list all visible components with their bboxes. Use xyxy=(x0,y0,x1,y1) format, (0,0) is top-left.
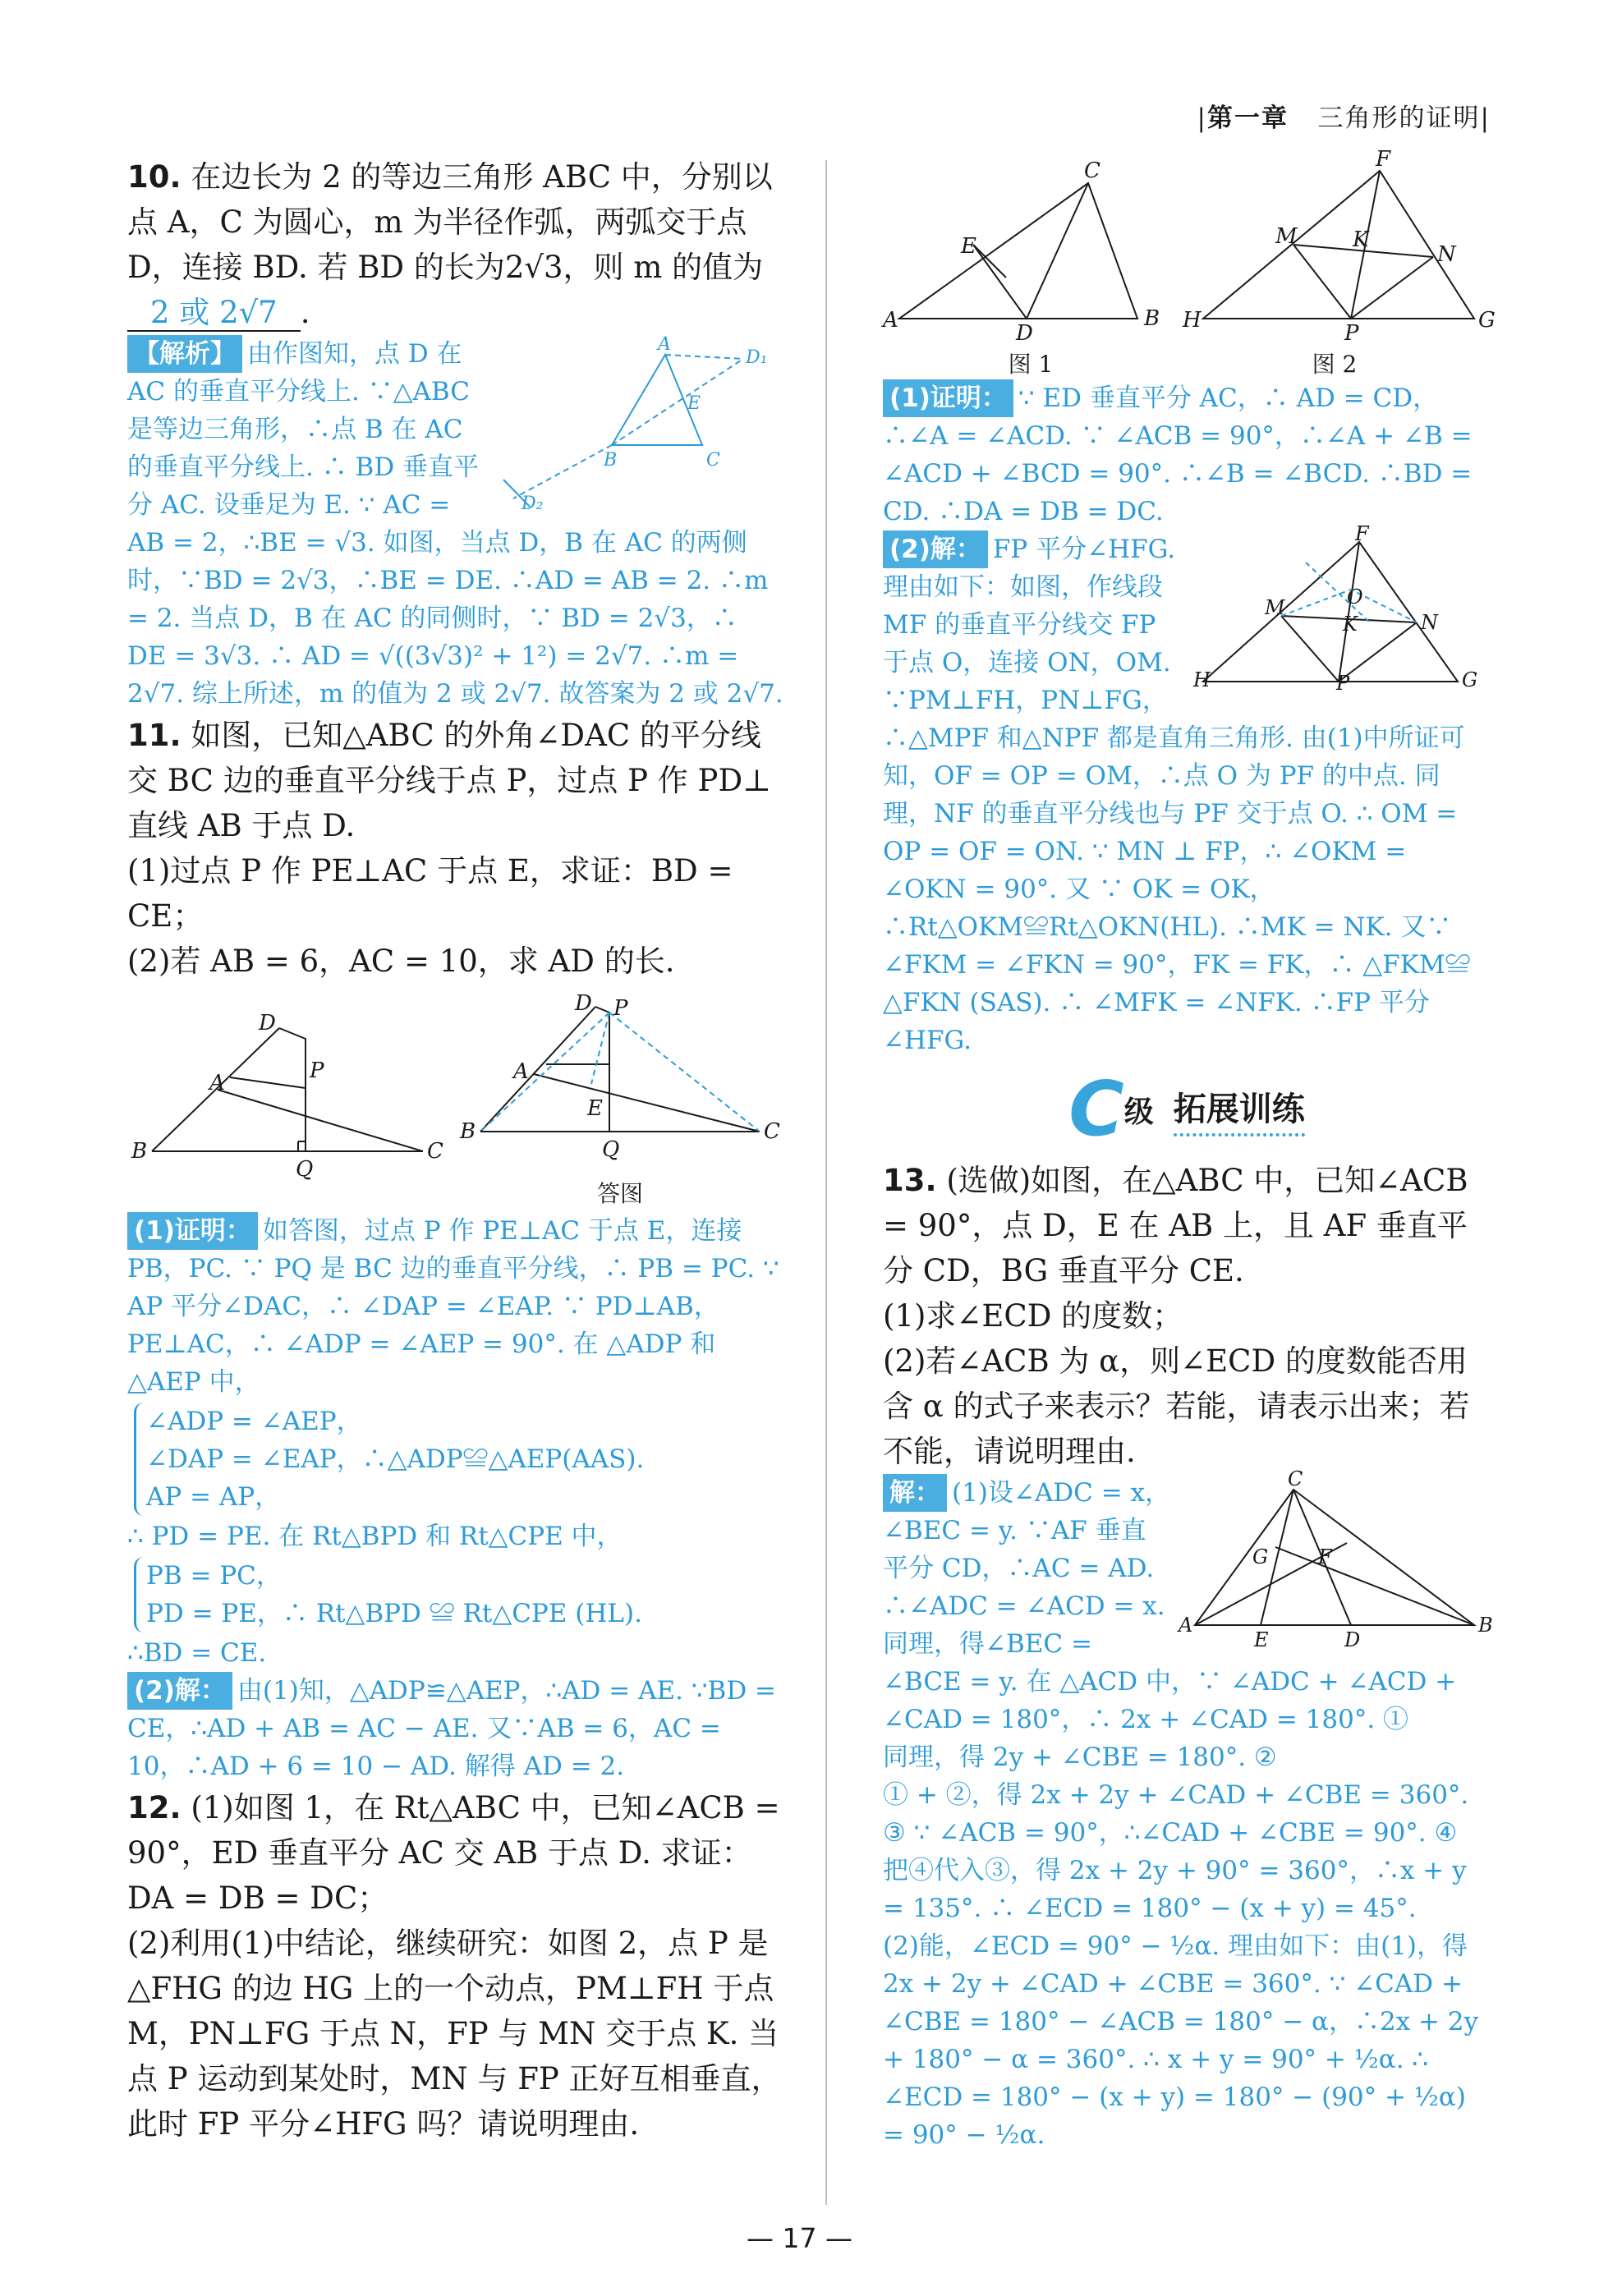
analysis-tag: 【解析】 xyxy=(127,335,242,373)
svg-text:N: N xyxy=(1421,611,1438,634)
proof-tag: (1)证明： xyxy=(883,379,1013,417)
left-column xyxy=(127,154,784,2147)
svg-text:B: B xyxy=(604,450,618,471)
question-text: 在边长为 2 的等边三角形 ABC 中，分别以点 A，C 为圆心，m 为半径作弧，两弧交于点 D，连接 BD. 若 BD 的长为2√3，则 m 的值为 xyxy=(127,159,773,285)
svg-text:K: K xyxy=(1343,613,1358,636)
q11-solution xyxy=(127,1212,784,1785)
solution-text: 由(1)知，△ADP≌△AEP，∴AD = AE. ∵BD = CE，∴AD + AB = AC − AE. 又∵AB = 6，AC = 10，∴AD + 6 = 10 − AD. 解得 AD = 2. xyxy=(127,1676,777,1781)
svg-text:A: A xyxy=(883,308,898,333)
figure-1-caption: 图 1 xyxy=(1008,351,1054,378)
svg-text:D: D xyxy=(1016,321,1033,346)
section-title: 拓展训练 xyxy=(1174,1083,1305,1137)
question-12 xyxy=(127,1785,784,2147)
svg-text:C: C xyxy=(1288,1467,1303,1490)
answer-blank: 2 或 2√7 xyxy=(127,295,301,332)
q11-part-2: (2)若 AB = 6，AC = 10，求 AD 的长. xyxy=(127,944,675,979)
q11-part-1: (1)过点 P 作 PE⊥AC 于点 E，求证：BD = CE； xyxy=(127,853,733,934)
chapter-title: 三角形的证明 xyxy=(1317,103,1481,133)
svg-text:M: M xyxy=(1275,224,1298,249)
svg-text:F: F xyxy=(1355,522,1369,545)
svg-text:A: A xyxy=(1179,1614,1193,1637)
brace-line: ∠ADP = ∠AEP， xyxy=(146,1407,362,1436)
svg-text:E: E xyxy=(1254,1628,1269,1651)
svg-text:F: F xyxy=(1376,147,1391,172)
svg-text:A: A xyxy=(209,1071,225,1095)
proof-tag: (1)证明： xyxy=(127,1212,258,1250)
question-number: 13. xyxy=(883,1163,937,1198)
q11-figure xyxy=(127,1012,456,1209)
svg-text:A: A xyxy=(658,334,671,355)
q12-figure-2 xyxy=(1179,147,1496,346)
svg-text:C: C xyxy=(764,1119,780,1144)
svg-text:E: E xyxy=(687,393,701,414)
svg-text:O: O xyxy=(1347,585,1363,608)
q13-solution xyxy=(883,1467,1493,2154)
svg-text:D: D xyxy=(575,991,592,1016)
brace-group xyxy=(134,1557,784,1632)
svg-text:F: F xyxy=(1318,1545,1332,1568)
figure-2-caption: 图 2 xyxy=(1312,351,1358,378)
svg-text:C: C xyxy=(1084,158,1100,183)
svg-text:B: B xyxy=(1478,1614,1493,1637)
q11-answer-figure xyxy=(456,992,784,1209)
svg-text:G: G xyxy=(1478,308,1496,333)
q12-solution xyxy=(883,379,1491,1059)
solution-text: ∴ PD = PE. 在 Rt△BPD 和 Rt△CPE 中， xyxy=(127,1522,623,1551)
svg-text:K: K xyxy=(1353,227,1369,252)
solve-tag: (2)解： xyxy=(127,1672,232,1710)
svg-text:P: P xyxy=(1344,321,1359,346)
svg-text:M: M xyxy=(1265,596,1285,619)
running-header: |第一章 三角形的证明| xyxy=(1197,103,1491,133)
q12-figure-1 xyxy=(883,154,1179,346)
svg-text:P: P xyxy=(613,996,628,1021)
svg-text:C: C xyxy=(427,1139,443,1164)
question-tail: . xyxy=(300,295,310,330)
svg-text:Q: Q xyxy=(296,1157,314,1182)
brace-line: AP = AP， xyxy=(146,1482,281,1512)
q12-part-2: (2)利用(1)中结论，继续研究：如图 2，点 P 是△FHG 的边 HG 上的一个动点，PM⊥FH 于点 M，PN⊥FG 于点 N，FP 与 MN 交于点 K. 当点 P 运动到某处时，MN 与 FP 正好互相垂直，此时 FP 平分∠HFG 吗？请说明理由. xyxy=(127,1926,782,2142)
solution-text: ∴BD = CE. xyxy=(127,1638,267,1668)
svg-text:B: B xyxy=(1144,306,1160,331)
solution-text: (1)设∠ADC = x，∠BEC = y. ∵AF 垂直平分 CD，∴AC = AD. ∴∠ADC = ∠ACD = x. 同理，得∠BEC = ∠BCE = y. 在 △ACD 中，∵ ∠ADC + ∠ACD + ∠CAD = 180°，∴ 2x + ∠CAD = 180°. ① xyxy=(883,1478,1457,1734)
section-level: 级 xyxy=(1123,1095,1154,1129)
question-11 xyxy=(127,713,784,984)
brace-line: PD = PE，∴ Rt△BPD ≌ Rt△CPE (HL). xyxy=(146,1599,642,1628)
brace-group xyxy=(134,1403,784,1516)
question-10 xyxy=(127,154,784,335)
svg-text:C: C xyxy=(706,450,720,471)
q10-solution xyxy=(127,335,784,713)
svg-text:N: N xyxy=(1437,242,1456,267)
q11-figures xyxy=(127,992,784,1209)
svg-text:P: P xyxy=(1336,672,1350,695)
column-divider xyxy=(825,160,827,2205)
solution-text: (2)能，∠ECD = 90° − ½α. 理由如下：由(1)，得 2x + 2y + ∠CAD + ∠CBE = 360°. ∵ ∠CAD + ∠CBE = 180° − ∠ACB = 180° − α，∴2x + 2y + 180° − α = 360°. ∴ x + y = 90° + ½α. ∴ ∠ECD = 180° − (x + y) = 180° − (90° + ½α) = 90° − ½α. xyxy=(883,1931,1479,2150)
svg-text:D₂: D₂ xyxy=(522,494,544,514)
page-number: — 17 — xyxy=(747,2222,852,2254)
section-c-heading xyxy=(883,1065,1491,1153)
q12-answer-figure xyxy=(1193,522,1491,695)
question-13 xyxy=(883,1158,1491,1474)
brace-line: ∠DAP = ∠EAP，∴△ADP≌△AEP(AAS). xyxy=(146,1444,645,1474)
svg-text:G: G xyxy=(1462,668,1478,691)
solution-text: 同理，得 2y + ∠CBE = 180°. ② xyxy=(883,1743,1277,1772)
solve-tag: 解： xyxy=(883,1474,947,1512)
svg-text:B: B xyxy=(131,1139,148,1164)
q10-figure xyxy=(497,334,784,514)
svg-text:B: B xyxy=(460,1119,476,1144)
solution-text: 如答图，过点 P 作 PE⊥AC 于点 E，连接 PB，PC. ∵ PQ 是 BC 边的垂直平分线，∴ PB = PC. ∵ AP 平分∠DAC，∴ ∠DAP = ∠EAP. ∵ PD⊥AB，PE⊥AC，∴ ∠ADP = ∠AEP = 90°. 在 △ADP 和 △AEP 中， xyxy=(127,1216,779,1397)
solution-text: ① + ②，得 2x + 2y + ∠CAD + ∠CBE = 360°. ③ ∵ ∠ACB = 90°，∴∠CAD + ∠CBE = 90°. ④ 把④代入③，得 2x + 2y + 90° = 360°，∴x + y = 135°. ∴ ∠ECD = 180° − (x + y) = 45°. xyxy=(883,1780,1469,1923)
svg-text:P: P xyxy=(310,1058,324,1083)
analysis-text: 由作图知，点 D 在 AC 的垂直平分线上. ∵△ABC 是等边三角形，∴点 B 在 AC 的垂直平分线上. ∴ BD 垂直平分 AC. 设垂足为 E. ∵ AC = AB = 2，∴BE = √3. 如图，当点 D，B 在 AC 的两侧时，∵BD = 2√3，∴BE = DE. ∴AD = AB = 2. ∴m = 2. 当点 D，B 在 AC 的同侧时，∵ BD = 2√3，∴ DE = 3√3. ∴ AD = √((3√3)² + 1²) = 2√7. ∴m = 2√7. 综上所述，m 的值为 2 或 2√7. 故答案为 2 或 2√7. xyxy=(127,339,783,709)
brace-line: PB = PC， xyxy=(146,1561,282,1591)
svg-text:D₁: D₁ xyxy=(746,347,768,368)
solution-text: FP 平分∠HFG. 理由如下：如图，作线段 MF 的垂直平分线交 FP 于点 O，连接 ON，OM. ∵PM⊥FH，PN⊥FG，∴△MPF 和△NPF 都是直角三角形. 由(1)中所证可知，OF = OP = OM，∴点 O 为 PF 的中点. 同理，NF 的垂直平分线也与 PF 交于点 O. ∴ OM = OP = OF = ON. ∵ MN ⊥ FP，∴ ∠OKM = ∠OKN = 90°. 又 ∵ OK = OK，∴Rt△OKM≌Rt△OKN(HL). ∴MK = NK. 又∵ ∠FKM = ∠FKN = 90°，FK = FK，∴ △FKM≌ △FKN (SAS). ∴ ∠MFK = ∠NFK. ∴FP 平分∠HFG. xyxy=(883,535,1471,1055)
question-text: 如图，已知△ABC 的外角∠DAC 的平分线交 BC 边的垂直平分线于点 P，过点 P 作 PD⊥直线 AB 于点 D. xyxy=(127,718,771,843)
solution-text: ∵ ED 垂直平分 AC，∴ AD = CD，∴∠A = ∠ACD. ∵ ∠ACB = 90°，∴∠A + ∠B = ∠ACD + ∠BCD = 90°. ∴∠B = ∠BCD. ∴BD = CD. ∴DA = DB = DC. xyxy=(883,383,1473,526)
q12-part-1: (1)如图 1，在 Rt△ABC 中，已知∠ACB = 90°，ED 垂直平分 AC 交 AB 于点 D. 求证：DA = DB = DC； xyxy=(127,1790,780,1916)
svg-text:H: H xyxy=(1193,668,1211,691)
svg-text:A: A xyxy=(513,1059,529,1084)
svg-text:E: E xyxy=(587,1096,603,1121)
q13-part-1: (1)求∠ECD 的度数； xyxy=(883,1298,1183,1334)
svg-text:H: H xyxy=(1183,308,1202,333)
svg-text:E: E xyxy=(961,234,976,259)
section-letter: C xyxy=(1068,1065,1124,1153)
figure-caption: 答图 xyxy=(596,1180,643,1207)
chapter-label: 第一章 xyxy=(1206,103,1289,133)
solve-tag: (2)解： xyxy=(883,530,988,568)
right-column xyxy=(883,147,1496,2154)
svg-text:Q: Q xyxy=(602,1137,620,1162)
question-number: 12. xyxy=(127,1790,181,1825)
question-text: (选做)如图，在△ABC 中，已知∠ACB = 90°，点 D，E 在 AB 上，且 AF 垂直平分 CD，BG 垂直平分 CE. xyxy=(883,1163,1468,1288)
question-number: 10. xyxy=(127,159,181,195)
q12-figures xyxy=(883,147,1496,379)
q13-figure xyxy=(1179,1467,1493,1651)
question-number: 11. xyxy=(127,718,181,753)
svg-text:D: D xyxy=(259,1011,276,1035)
svg-text:G: G xyxy=(1252,1545,1269,1568)
q13-part-2: (2)若∠ACB 为 α，则∠ECD 的度数能否用含 α 的式子来表示？若能，请表示出来；若不能，请说明理由. xyxy=(883,1343,1470,1469)
svg-text:D: D xyxy=(1344,1628,1361,1651)
